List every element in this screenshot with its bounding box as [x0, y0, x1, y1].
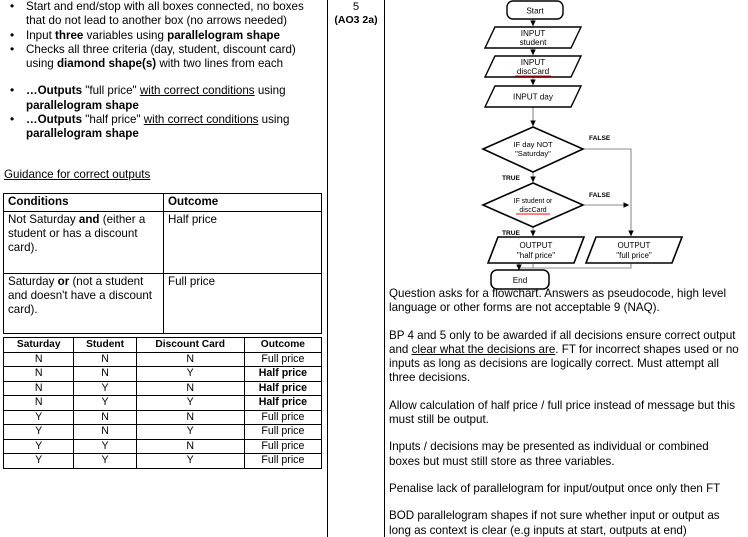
table-row	[4, 425, 322, 440]
truth-cell-student: Y	[74, 381, 136, 396]
truth-cell-outcome: Half price	[244, 396, 321, 411]
flowchart-start-label: Start	[526, 6, 544, 16]
truth-cell-saturday: Y	[4, 439, 74, 454]
truth-cell-student: N	[74, 425, 136, 440]
truth-cell-student: Y	[74, 454, 136, 469]
exemplar-and-notes-column	[385, 0, 748, 537]
flowchart-node-input-disccard	[485, 56, 581, 77]
truth-cell-student: Y	[74, 396, 136, 411]
truth-cell-outcome: Full price	[244, 439, 321, 454]
text-run: Start and end/stop with all boxes connected, no boxes that do not lead to another box (no arrows needed)	[26, 0, 304, 28]
flowchart-decision1-line1: IF day NOT	[513, 140, 553, 149]
table-row	[4, 367, 322, 382]
flowchart-decision2-line2: discCard	[519, 207, 547, 214]
truth-cell-saturday: N	[4, 396, 74, 411]
flowchart-input-day-label: INPUT day	[513, 92, 553, 102]
truth-cell-saturday: Y	[4, 425, 74, 440]
emphasis-bold: …	[26, 84, 38, 98]
text-run: Not Saturday	[8, 213, 79, 226]
outcome-cell: Full price	[164, 274, 322, 334]
condition-cell	[4, 212, 164, 274]
truth-cell-student: N	[74, 410, 136, 425]
emphasis-bold: or	[57, 275, 70, 288]
truth-header-student: Student	[74, 338, 136, 353]
examiner-notes	[389, 287, 741, 537]
emphasis-bold: parallelogram shape	[167, 28, 280, 42]
text-run: BOD parallelogram shapes if not sure whether input or output as long as context is clear (e.g inputs at start, outputs at end)	[389, 509, 720, 537]
truth-cell-discount-card: Y	[136, 396, 244, 411]
text-run: using	[258, 113, 290, 127]
conditions-table-row	[4, 212, 322, 274]
truth-cell-saturday: N	[4, 367, 74, 382]
text-run: with two lines from each	[156, 57, 284, 71]
text-run: (not a student and doesn't have a discount card).	[8, 275, 153, 316]
truth-cell-saturday: Y	[4, 454, 74, 469]
flowchart-label-decision1-false: FALSE	[589, 135, 611, 142]
truth-cell-discount-card: Y	[136, 425, 244, 440]
text-run: variables using	[83, 28, 168, 42]
text-run: Saturday	[8, 275, 58, 288]
flowchart-node-output-full	[586, 237, 682, 263]
conditions-table-header-row	[4, 194, 322, 212]
flowchart-label-decision2-true: TRUE	[502, 230, 520, 237]
truth-cell-student: Y	[74, 439, 136, 454]
examiner-note-6	[389, 509, 741, 537]
emphasis-bold: and	[78, 213, 100, 226]
conditions-header-outcome: Outcome	[164, 194, 322, 212]
truth-cell-outcome: Full price	[244, 410, 321, 425]
conditions-table-row	[4, 274, 322, 334]
flowchart-label-decision1-true: TRUE	[502, 175, 520, 182]
emphasis-bold: three	[55, 28, 84, 42]
text-run: using	[254, 84, 286, 98]
marking-point-4	[0, 84, 327, 113]
truth-cell-student: N	[74, 367, 136, 382]
table-row	[4, 396, 322, 411]
text-run: BP 4 and 5 only to be awarded if all decisions ensure correct output and	[389, 328, 736, 356]
table-row	[4, 410, 322, 425]
text-run: Question asks for a flowchart. Answers as pseudocode, high level language or other forms are not acceptable 9 (NAQ).	[389, 287, 727, 315]
truth-cell-discount-card: Y	[136, 367, 244, 382]
text-run: Checks all three criteria (day, student, discount card) using	[26, 42, 296, 71]
truth-cell-discount-card: N	[136, 381, 244, 396]
flowchart-end-label: End	[512, 276, 528, 285]
marking-points-list	[0, 0, 327, 142]
flowchart-output-full-line1: OUTPUT	[617, 241, 651, 250]
truth-cell-saturday: N	[4, 381, 74, 396]
marking-point-5	[0, 113, 327, 142]
question-number-column	[328, 0, 385, 537]
conditions-outcome-table	[3, 193, 322, 334]
flowchart-node-decision-student	[483, 183, 583, 227]
truth-cell-saturday: Y	[4, 410, 74, 425]
truth-cell-outcome: Half price	[244, 381, 321, 396]
guidance-heading-text: Guidance for correct outputs	[4, 168, 151, 181]
flowchart-input-student-line2: student	[519, 38, 547, 47]
flowchart-output-half-line1: OUTPUT	[519, 241, 553, 250]
text-run: "half price"	[82, 113, 144, 127]
flowchart-node-decision-day	[483, 127, 583, 172]
answer-criteria-column	[0, 0, 328, 537]
emphasis-underline: with correct conditions	[139, 84, 255, 98]
marking-point-3	[0, 43, 327, 72]
truth-cell-discount-card: N	[136, 410, 244, 425]
flowchart-decision1-line2: "Saturday"	[515, 149, 551, 158]
examiner-note-3	[389, 399, 741, 428]
conditions-header-conditions: Conditions	[4, 194, 164, 212]
emphasis-bold: parallelogram shape	[26, 127, 139, 141]
truth-cell-outcome: Half price	[244, 367, 321, 382]
flowchart-diagram	[385, 0, 747, 290]
text-run: Penalise lack of parallelogram for input/output once only then FT	[389, 481, 721, 495]
marking-point-1	[0, 0, 327, 29]
flowchart-label-decision2-false: FALSE	[589, 192, 611, 199]
truth-table-header-row	[4, 338, 322, 353]
truth-cell-student: N	[74, 352, 136, 367]
table-row	[4, 381, 322, 396]
truth-cell-saturday: N	[4, 352, 74, 367]
flowchart-input-student-line1: INPUT	[520, 29, 546, 38]
table-row	[4, 454, 322, 469]
flowchart-output-half-line2: "half price"	[516, 251, 556, 260]
flowchart-node-input-day	[485, 86, 581, 107]
table-row	[4, 439, 322, 454]
truth-cell-discount-card: Y	[136, 454, 244, 469]
examiner-note-1	[389, 287, 741, 316]
examiner-note-4	[389, 440, 741, 469]
outcome-cell: Half price	[164, 212, 322, 274]
truth-table	[3, 337, 322, 469]
condition-cell	[4, 274, 164, 334]
text-run: Inputs / decisions may be presented as individual or combined boxes but must still store as three variables.	[389, 440, 709, 468]
flowchart-decision2-line1: IF student or	[513, 198, 553, 205]
marking-point-2	[0, 29, 327, 43]
emphasis-bold: diamond shape(s)	[56, 57, 157, 71]
table-row	[4, 352, 322, 367]
flowchart-node-output-half	[488, 237, 584, 263]
emphasis-bold: parallelogram shape	[26, 98, 139, 112]
truth-cell-outcome: Full price	[244, 425, 321, 440]
text-run: . FT for incorrect shapes used or no inputs as long as decisions are logically correct. Must attempt all three decisions.	[389, 342, 739, 385]
assessment-objective: (AO3 2a)	[334, 14, 378, 26]
emphasis-underline: with correct conditions	[143, 113, 259, 127]
truth-cell-outcome: Full price	[244, 352, 321, 367]
emphasis-bold: Outputs	[37, 84, 83, 98]
guidance-heading	[0, 168, 150, 182]
emphasis-underline: clear what the decisions are	[411, 342, 556, 356]
flowchart-input-disccard-line2: discCard	[516, 67, 550, 76]
emphasis-bold: Outputs	[37, 113, 83, 127]
flowchart-node-start	[507, 1, 563, 19]
flowchart-output-full-line2: "full price"	[616, 251, 652, 260]
text-run: "full price"	[82, 84, 140, 98]
examiner-note-5	[389, 482, 741, 496]
text-run: Allow calculation of half price / full price instead of message but this must still be output.	[389, 398, 736, 427]
flowchart-node-input-student	[485, 27, 581, 48]
examiner-note-2	[389, 329, 741, 386]
truth-header-saturday: Saturday	[4, 338, 74, 353]
emphasis-bold: …	[26, 113, 38, 127]
truth-header-outcome: Outcome	[244, 338, 321, 353]
truth-header-discount-card: Discount Card	[136, 338, 244, 353]
text-run: Input	[26, 28, 56, 42]
truth-cell-outcome: Full price	[244, 454, 321, 469]
flowchart-input-disccard-line1: INPUT	[520, 58, 546, 67]
text-run: (either a student or has a discount card).	[8, 213, 146, 254]
question-number: 5	[352, 1, 360, 13]
truth-cell-discount-card: N	[136, 352, 244, 367]
truth-cell-discount-card: N	[136, 439, 244, 454]
